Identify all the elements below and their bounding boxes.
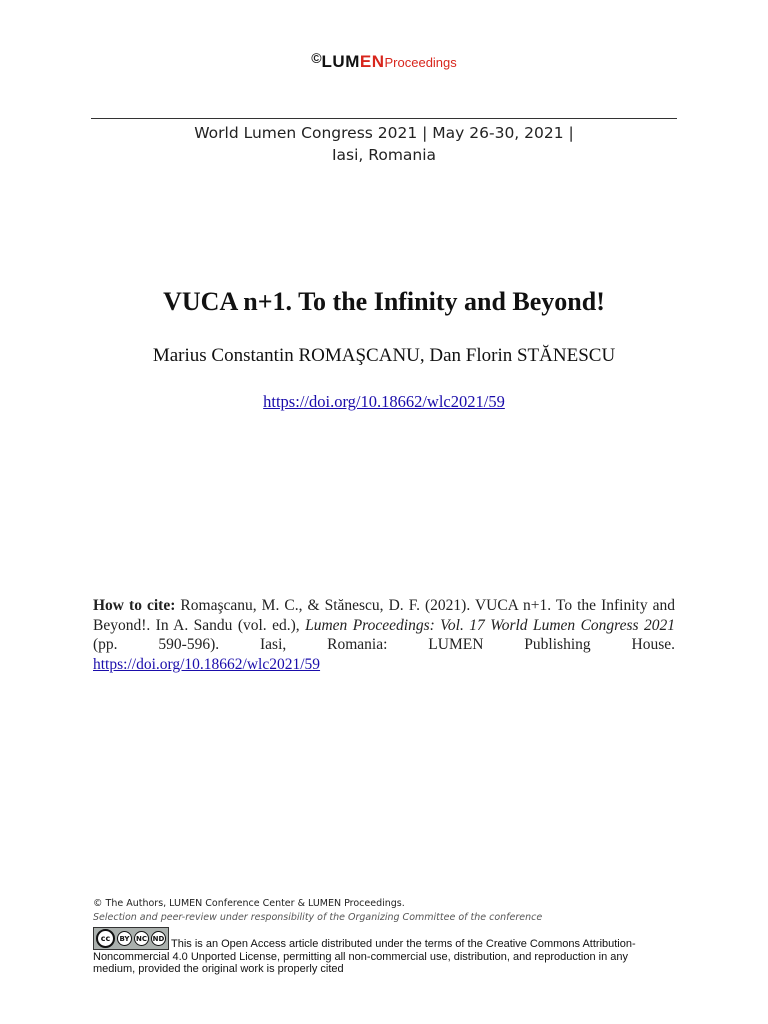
cite-proceedings-title: Lumen Proceedings: Vol. 17 World Lumen Congress 2021: [305, 616, 676, 634]
article-authors: Marius Constantin ROMAŞCANU, Dan Florin STĂNESCU: [152, 345, 616, 366]
header-divider: [91, 118, 677, 119]
footer-copyright: © The Authors, LUMEN Conference Center & LUMEN Proceedings.: [93, 898, 405, 909]
how-to-cite: [93, 596, 675, 674]
by-icon: BY: [117, 931, 132, 946]
cite-label: How to cite:: [93, 597, 176, 614]
logo-copyright: ©: [311, 50, 322, 66]
lumen-proceedings-logo: [0, 50, 768, 72]
logo-en: EN: [359, 52, 385, 71]
congress-line-2: Iasi, Romania: [331, 146, 437, 164]
cite-doi-link[interactable]: https://doi.org/10.18662/wlc2021/59: [93, 655, 321, 673]
doi-link[interactable]: https://doi.org/10.18662/wlc2021/59: [263, 392, 505, 411]
logo-lum: LUM: [321, 52, 360, 71]
license-text: This is an Open Access article distributed under the terms of the Creative Commons Attribution-Noncommercial 4.0 Unported License, permitting all non-commercial use, distribution, and reproduction in any medium, provided the original work is properly cited: [93, 938, 636, 975]
nc-icon: NC: [134, 931, 149, 946]
cite-text-after: (pp. 590-596). Iasi, Romania: LUMEN Publishing House.: [93, 636, 675, 653]
cc-icon: cc: [96, 929, 115, 948]
cite-text-before: Romaşcanu, M. C., & Stănescu, D. F. (2021). VUCA n+1. To the Infinity and Beyond!. In A. Sandu (vol. ed.),: [93, 597, 675, 634]
logo-proceedings: Proceedings: [384, 55, 457, 70]
congress-info: [91, 122, 677, 166]
article-title: VUCA n+1. To the Infinity and Beyond!: [163, 287, 605, 316]
footer-review-note: Selection and peer-review under responsibility of the Organizing Committee of the conference: [93, 912, 543, 923]
congress-line-1: World Lumen Congress 2021 | May 26-30, 2021 |: [194, 124, 574, 142]
nd-icon: ND: [151, 931, 166, 946]
doi-line: [40, 392, 728, 412]
